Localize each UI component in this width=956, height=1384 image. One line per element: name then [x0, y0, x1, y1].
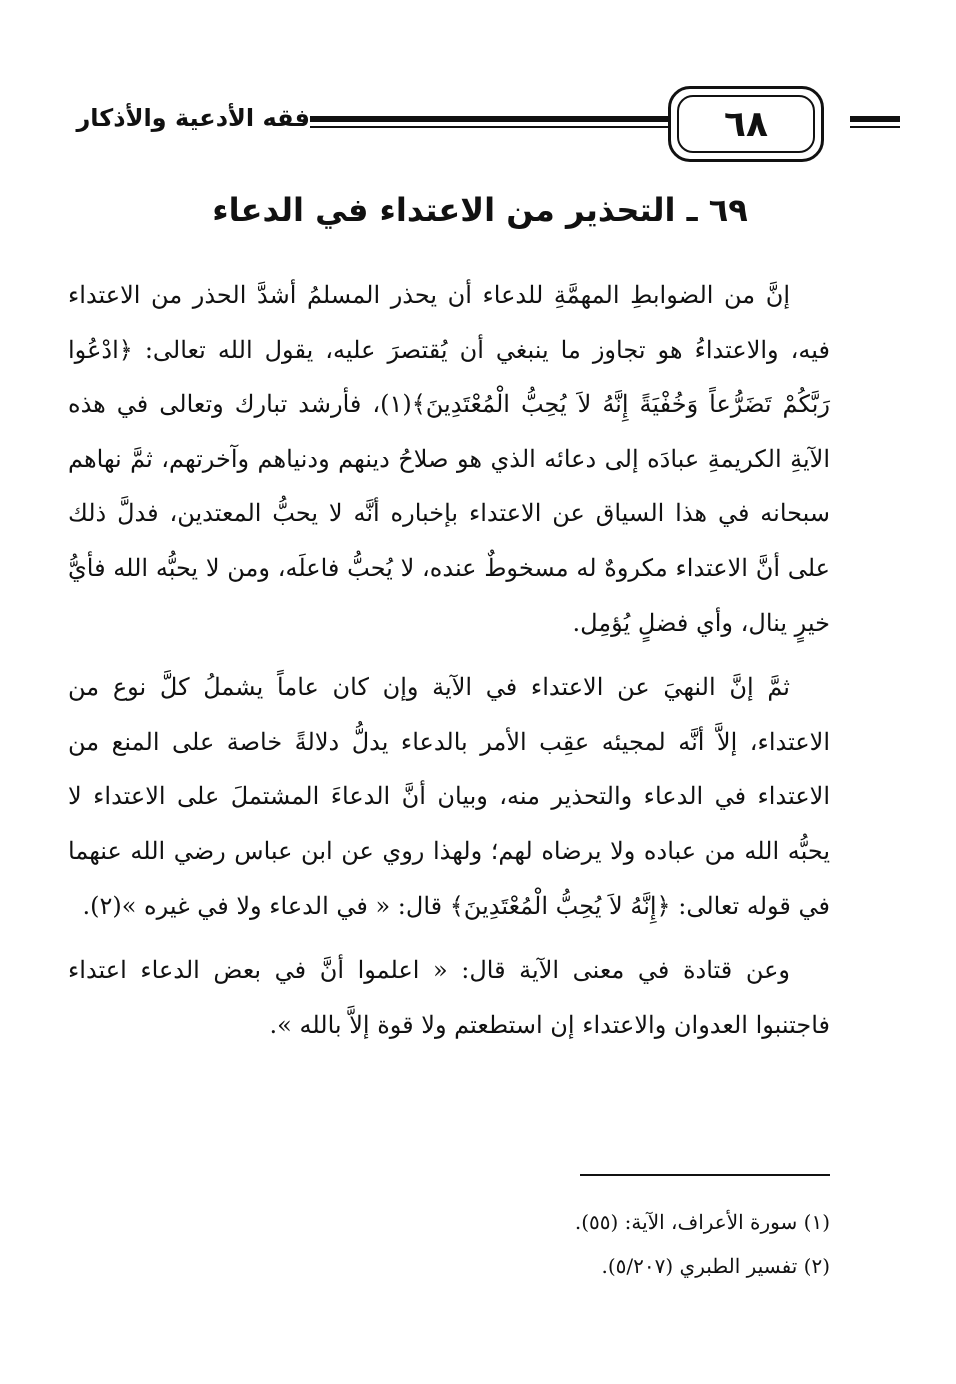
chapter-title: ٦٩ ـ التحذير من الاعتداء في الدعاء: [212, 191, 748, 229]
header-rule-thin-right: [850, 126, 900, 128]
body-text: [68, 268, 830, 1052]
paragraph-3: وعن قتادة في معنى الآية قال: « اعلموا أنَّ في بعض الدعاء اعتداء فاجتنبوا العدوان والاعتداء إن استطعتم ولا قوة إلاَّ بالله ».: [68, 956, 830, 1039]
page-number: ٦٨: [724, 103, 768, 145]
footnotes: [360, 1200, 830, 1288]
page-number-frame: [668, 86, 824, 162]
header-rule-thick-right: [850, 116, 900, 122]
page-header: [60, 80, 900, 160]
paragraph-1: إنَّ من الضوابطِ المهمَّةِ للدعاء أن يحذر المسلمُ أشدَّ الحذر من الاعتداء فيه، والاعتداءُ هو تجاوز ما ينبغي أن يُقتصرَ عليه، يقول الله تعالى: ﴿ادْعُوا رَبَّكُمْ تَضَرُّعاً وَخُفْيَةً إِنَّهُ لاَ يُحِبُّ الْمُعْتَدِينَ﴾(١)، فأرشد تبارك وتعالى في هذه الآيةِ الكريمةِ عبادَه إلى دعائه الذي هو صلاحُ دينهم ودنياهم وآخرتهم، ثمَّ نهاهم سبحانه في هذا السياق عن الاعتداء بإخباره أنَّه لا يحبُّ المعتدين، فدلَّ ذلك على أنَّ الاعتداء مكروهٌ له مسخوطٌ عنده، لا يُحبُّ فاعلَه، ومن لا يحبُّه الله فأيُّ خيرٍ ينال، وأي فضلٍ يُؤمِل.: [68, 281, 830, 637]
footnote-1: (١) سورة الأعراف، الآية: (٥٥).: [574, 1210, 830, 1234]
footnote-2: (٢) تفسير الطبري (٥/٢٠٧).: [601, 1254, 830, 1278]
running-book-title: فقه الأدعية والأذكار: [76, 104, 310, 132]
footnote-separator: [580, 1174, 830, 1176]
paragraph-2: ثمَّ إنَّ النهيَ عن الاعتداء في الآية وإن كان عاماً يشملُ كلَّ نوع من الاعتداء، إلاَّ أنَّه لمجيئه عقِب الأمر بالدعاء يدلُّ دلالةً خاصة على المنع من الاعتداء في الدعاء والتحذير منه، وبيان أنَّ الدعاءَ المشتملَ على الاعتداء لا يحبُّه الله من عباده ولا يرضاه لهم؛ ولهذا روي عن ابن عباس رضي الله عنهما في قوله تعالى: ﴿إِنَّهُ لاَ يُحِبُّ الْمُعْتَدِينَ﴾ قال: « في الدعاء ولا في غيره »(٢).: [68, 673, 830, 920]
